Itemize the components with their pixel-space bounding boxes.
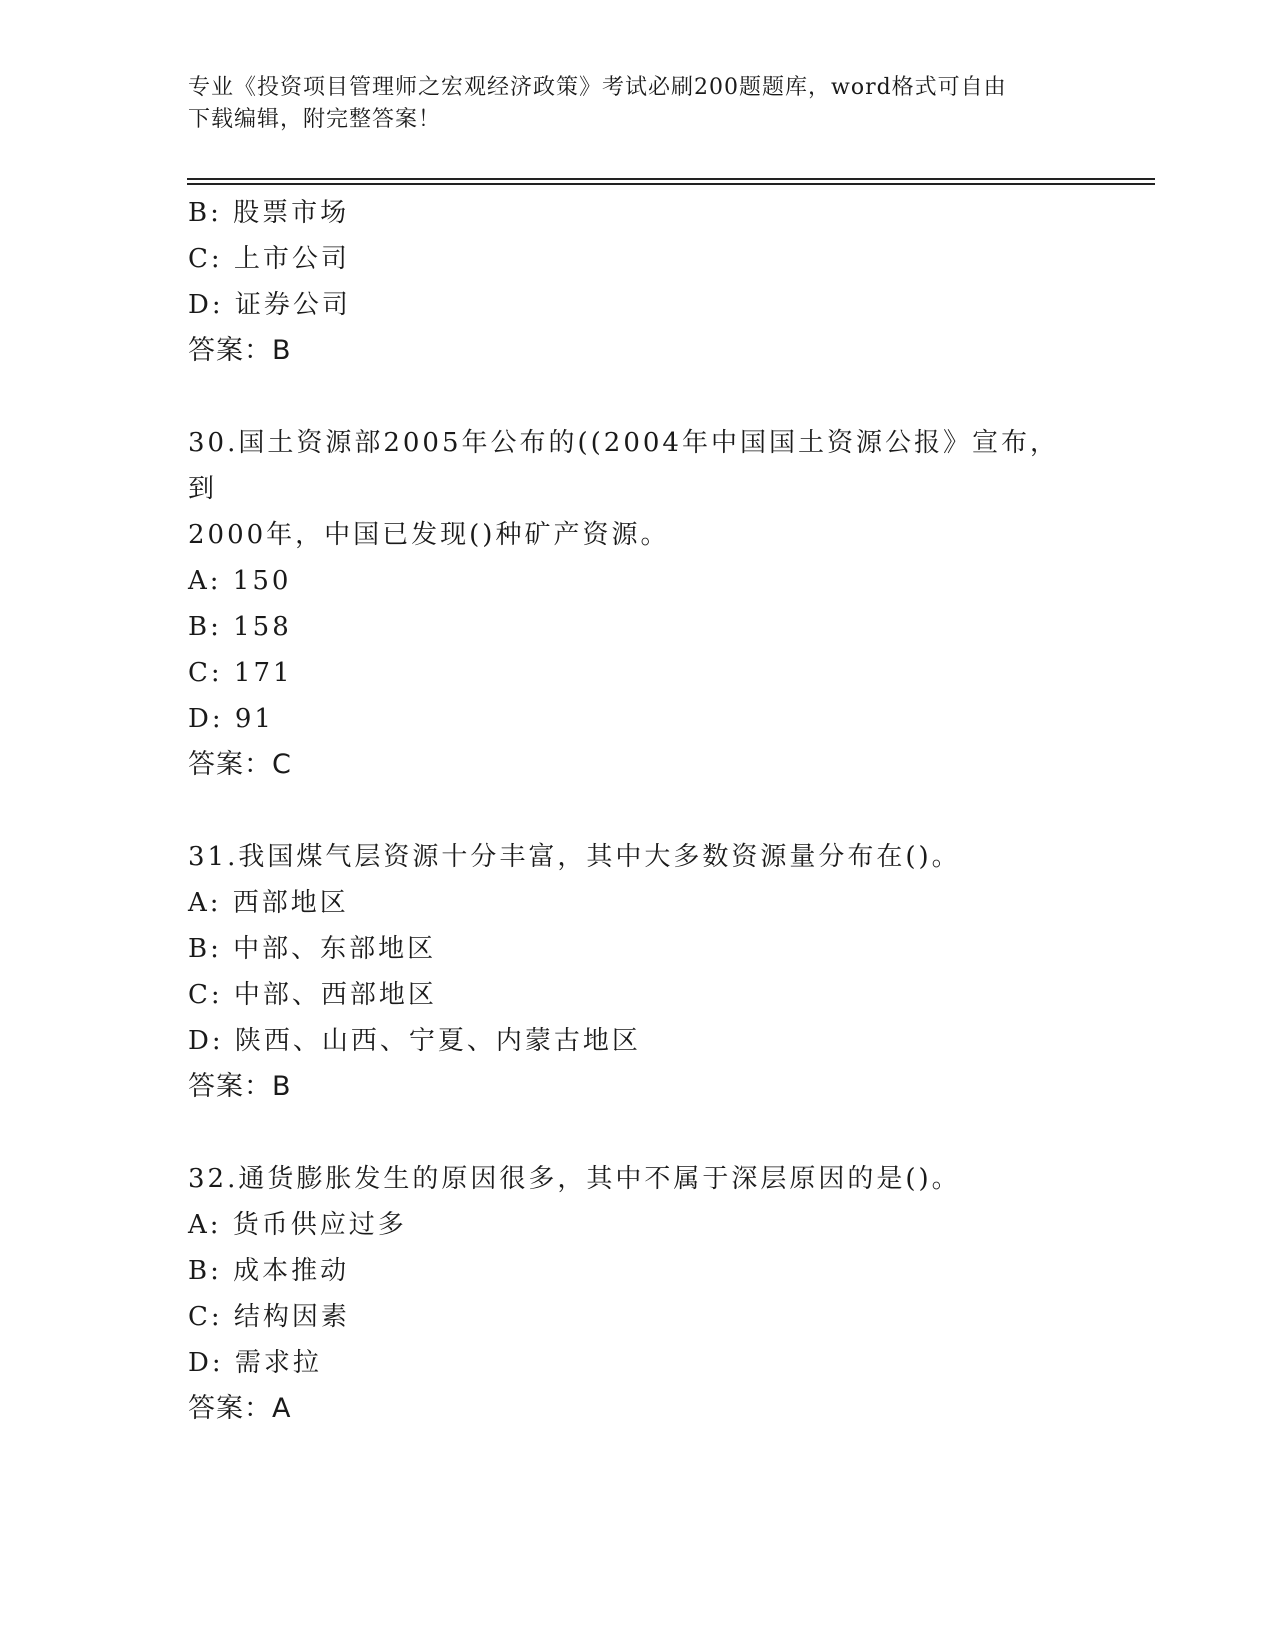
option-b: B: 中部、东部地区 [188,934,437,964]
option-d: D: 证券公司 [188,290,351,320]
answer-line: 答案：A [188,1393,292,1424]
answer-line: 答案：C [188,749,292,780]
header-rule-top [187,178,1155,180]
header-rule-bottom [187,183,1155,185]
answer-line: 答案：B [188,1071,292,1102]
page-header: 专业《投资项目管理师之宏观经济政策》考试必刷200题题库，word格式可自由 下载编辑，附完整答案！ [188,75,1007,132]
option-d: D: 91 [188,704,274,734]
question-30 [188,420,1088,788]
spacer [188,374,1088,420]
spacer [188,788,1088,834]
question-32 [188,1156,1088,1432]
option-b: B: 成本推动 [188,1256,350,1286]
option-b: B: 股票市场 [188,198,350,228]
question-stem: 32.通货膨胀发生的原因很多，其中不属于深层原因的是()。 [188,1164,961,1194]
option-b: B: 158 [188,612,292,642]
option-c: C: 171 [188,658,293,688]
option-c: C: 结构因素 [188,1302,350,1332]
question-stem-continued: 2000年，中国已发现()种矿产资源。 [188,520,670,550]
option-a: A: 150 [188,566,292,596]
question-stem: 30.国土资源部2005年公布的((2004年中国国土资源公报》宣布，到 [188,428,1059,504]
question-content [188,190,1088,1432]
spacer [188,1110,1088,1156]
answer-line: 答案：B [188,335,292,366]
previous-question-tail [188,190,1088,374]
question-31 [188,834,1088,1110]
option-c: C: 中部、西部地区 [188,980,437,1010]
option-a: A: 西部地区 [188,888,349,918]
option-d: D: 陕西、山西、宁夏、内蒙古地区 [188,1026,641,1056]
question-stem: 31.我国煤气层资源十分丰富，其中大多数资源量分布在()。 [188,842,961,872]
option-d: D: 需求拉 [188,1348,322,1378]
option-a: A: 货币供应过多 [188,1210,407,1240]
option-c: C: 上市公司 [188,244,350,274]
